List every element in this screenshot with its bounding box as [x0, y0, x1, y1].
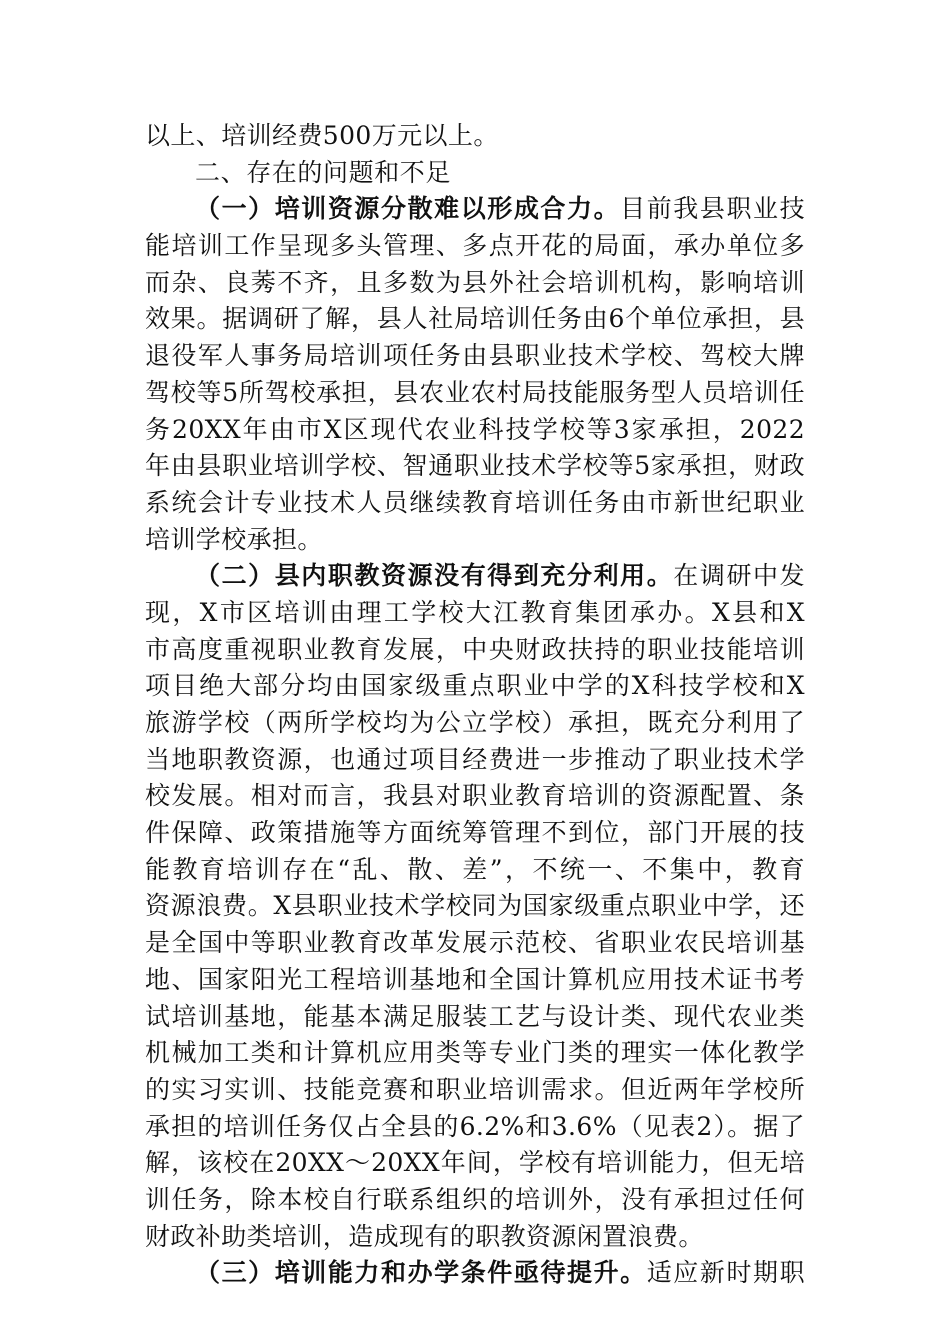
section-heading: 二、存在的问题和不足 — [195, 157, 452, 187]
paragraph-text: 适应新时期职 — [646, 1258, 805, 1288]
body-line: 系统会计专业技术人员继续教育培训任务由市新世纪职业 — [145, 487, 805, 517]
paragraph-text: 目前我县职业技 — [620, 194, 805, 224]
body-line: 以上、培训经费500万元以上。 — [145, 121, 499, 150]
body-line: 年由县职业培训学校、智通职业技术学校等5家承担，财政 — [145, 451, 805, 481]
body-line: 市高度重视职业教育发展，中央财政扶持的职业技能培训 — [145, 634, 805, 664]
body-line: 培训学校承担。 — [145, 524, 323, 554]
body-line: 承担的培训任务仅占全县的6.2%和3.6%（见表2）。据了 — [145, 1111, 805, 1141]
body-line: 训任务，除本校自行联系组织的培训外，没有承担过任何 — [145, 1184, 805, 1214]
body-line: 效果。据调研了解，县人社局培训任务由6个单位承担，县 — [145, 304, 805, 334]
body-line: 驾校等5所驾校承担，县农业农村局技能服务型人员培训任 — [145, 377, 805, 407]
body-line: 当地职教资源，也通过项目经费进一步推动了职业技术学 — [145, 744, 805, 774]
body-line: 机械加工类和计算机应用类等专业门类的理实一体化教学 — [145, 1038, 805, 1068]
paragraph-first-line — [145, 558, 805, 595]
body-line: 资源浪费。X县职业技术学校同为国家级重点职业中学，还 — [145, 891, 805, 921]
paragraph-text: 在调研中发 — [673, 561, 805, 591]
paragraph-first-line — [145, 191, 805, 228]
body-line: 是全国中等职业教育改革发展示范校、省职业农民培训基 — [145, 928, 805, 958]
body-line: 能教育培训存在“乱、散、差”，不统一、不集中，教育 — [145, 854, 805, 884]
paragraph-lead: （三）培训能力和办学条件亟待提升。 — [195, 1258, 647, 1288]
document-page — [145, 118, 805, 1292]
body-line: 件保障、政策措施等方面统筹管理不到位，部门开展的技 — [145, 818, 805, 848]
paragraph-lead: （一）培训资源分散难以形成合力。 — [195, 194, 621, 224]
body-line: 地、国家阳光工程培训基地和全国计算机应用技术证书考 — [145, 964, 805, 994]
body-line: 现，X市区培训由理工学校大江教育集团承办。X县和X — [145, 597, 805, 627]
paragraph-lead: （二）县内职教资源没有得到充分利用。 — [195, 561, 674, 591]
body-line: 务20XX年由市X区现代农业科技学校等3家承担，2022 — [145, 414, 805, 444]
body-line: 的实习实训、技能竞赛和职业培训需求。但近两年学校所 — [145, 1074, 805, 1104]
body-line: 旅游学校（两所学校均为公立学校）承担，既充分利用了 — [145, 708, 805, 737]
body-line: 校发展。相对而言，我县对职业教育培训的资源配置、条 — [145, 781, 805, 811]
body-line: 财政补助类培训，造成现有的职教资源闲置浪费。 — [145, 1221, 704, 1251]
body-line: 而杂、良莠不齐，且多数为县外社会培训机构，影响培训 — [145, 267, 805, 297]
body-line: 能培训工作呈现多头管理、多点开花的局面，承办单位多 — [145, 231, 805, 261]
body-line: 解，该校在20XX～20XX年间，学校有培训能力，但无培 — [145, 1148, 805, 1178]
body-line: 退役军人事务局培训项任务由县职业技术学校、驾校大牌 — [145, 341, 805, 371]
body-line: 试培训基地，能基本满足服装工艺与设计类、现代农业类 — [145, 1001, 805, 1031]
paragraph-first-line — [145, 1255, 805, 1292]
body-line: 项目绝大部分均由国家级重点职业中学的X科技学校和X — [145, 671, 805, 701]
